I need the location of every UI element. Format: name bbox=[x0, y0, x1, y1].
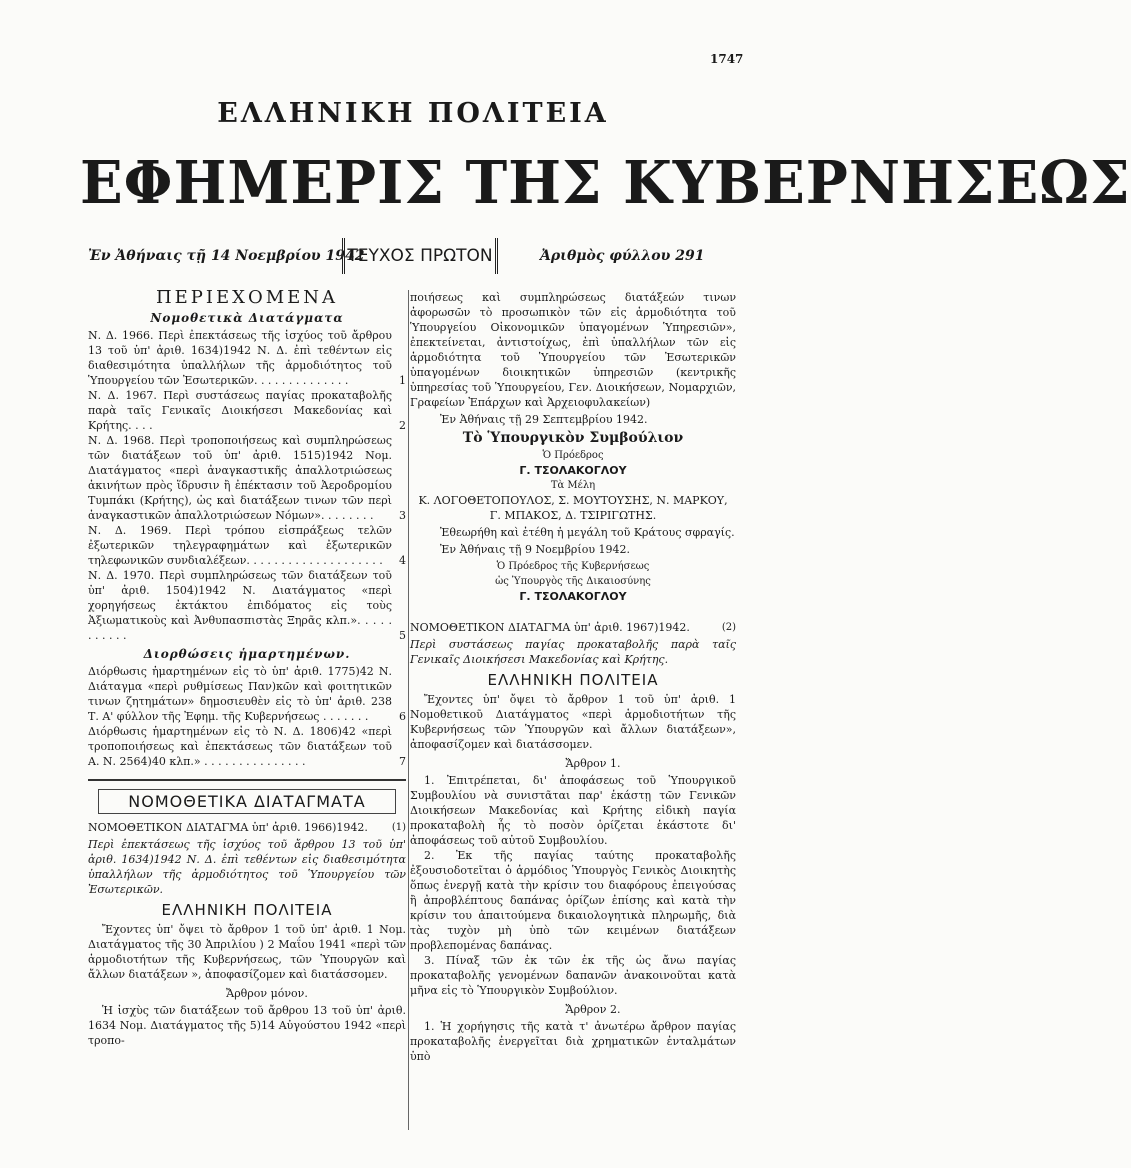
toc-entry bbox=[88, 724, 406, 769]
toc-entry-text: Διόρθωσις ἡμαρτημένων εἰς τὸ ὑπ' ἀριθ. 1775)42 Ν. Διάταγμα «περὶ ρυθμίσεως Παν)κῶν καὶ φοιτητικῶν τινων ζητημάτων» δημοσιευθὲν εἰς τὸ ὑπ' ἀριθ. 238 Τ. Α' φύλλον τῆς Ἐφημ. τῆς Κυβερνήσεως . . . . . . . bbox=[88, 665, 392, 723]
article-paragraph: 3. Πίναξ τῶν ἐκ τῶν ἐκ τῆς ὡς ἄνω παγίας προκαταβολῆς γενομένων δαπανῶν ἀνακοινοῦται κατὰ μῆνα εἰς τὸ Ὑπουργικὸν Συμβούλιον. bbox=[410, 954, 736, 997]
decree-heading bbox=[88, 820, 406, 835]
toc-entry bbox=[88, 568, 406, 643]
decree-title: ΝΟΜΟΘΕΤΙΚΟΝ ΔΙΑΤΑΓΜΑ ὑπ' ἀριθ. 1967)1942. bbox=[410, 621, 690, 634]
justice-label: Ὁ Πρόεδρος τῆς Κυβερνήσεως bbox=[496, 561, 650, 572]
decree-subject: Περὶ συστάσεως παγίας προκαταβολῆς παρὰ ταῖς Γενικαῖς Διοικήσεσι Μακεδονίας καὶ Κρήτης. bbox=[410, 638, 736, 666]
president-label: Ὁ Πρόεδρος bbox=[542, 450, 604, 461]
decree-date: Ἐν Ἀθήναις τῇ 9 Νοεμβρίου 1942. bbox=[440, 543, 631, 556]
decree-date: Ἐν Ἀθήναις τῇ 29 Σεπτεμβρίου 1942. bbox=[440, 413, 648, 426]
toc-section-corrections: Διορθώσεις ἡμαρτημένων. bbox=[143, 647, 351, 661]
article-paragraph: 2. Ἐκ τῆς παγίας ταύτης προκαταβολῆς ἐξουσιοδοτεῖται ὁ ἁρμόδιος Ὑπουργὸς Γενικὸς Διοικητὴς ὅπως ἐνεργῇ κατὰ τὴν κρίσιν του διαφόρους ἐπειγούσας ἢ ἀπροβλέπτους δαπάνας ὁρίζων ἐπίσης καὶ κατὰ τὴν κρίσιν του ἀπαιτούμενα δικαιολογητικὰ πληρωμῆς, διὰ τὰς τυχὸν μὴ ὑπὸ τῶν κειμένων διατάξεων προβλεπομένας δαπάνας. bbox=[410, 849, 736, 952]
toc-entry-page: 7 bbox=[399, 755, 406, 768]
right-column bbox=[410, 290, 736, 1064]
article-heading: Ἄρθρον 1. bbox=[565, 757, 621, 770]
toc-entry-page: 5 bbox=[399, 629, 406, 642]
president-name: Γ. ΤΣΟΛΑΚΟΓΛΟΥ bbox=[519, 464, 627, 477]
sheet-number: Ἀριθμὸς φύλλου 291 bbox=[540, 248, 705, 264]
article-paragraph: 1. Ἡ χορήγησις τῆς κατὰ τ' ἀνωτέρω ἄρθρον παγίας προκαταβολῆς ἐνεργεῖται διὰ χρηματικῶν ἐνταλμάτων ὑπὸ bbox=[410, 1020, 736, 1063]
justice-name: Γ. ΤΣΟΛΑΚΟΓΛΟΥ bbox=[519, 590, 627, 603]
toc-entry-text: Ν. Δ. 1966. Περὶ ἐπεκτάσεως τῆς ἰσχύος τοῦ ἄρθρου 13 τοῦ ὑπ' ἀριθ. 1634)1942 Ν. Δ. ἐπὶ τεθέντων εἰς διαθεσιμότητα ὑπαλλήλων τῆς ἁρμοδιότητος τοῦ Ὑπουργείου τῶν Ἐσωτερικῶν. . . . . . . . . . . . . . bbox=[88, 329, 392, 387]
gazette-title: ΕΦΗΜΕΡΙΣ ΤΗΣ ΚΥΒΕΡΝΗΣΕΩΣ bbox=[80, 148, 1131, 218]
toc-entry-text: Ν. Δ. 1967. Περὶ συστάσεως παγίας προκαταβολῆς παρὰ ταῖς Γενικαῖς Διοικήσεσι Μακεδονίας καὶ Κρήτης. . . . bbox=[88, 389, 392, 432]
decree-number: (2) bbox=[721, 622, 736, 633]
column-rule bbox=[408, 290, 409, 1130]
issue-series: ΤΕΥΧΟΣ ΠΡΩΤΟΝ bbox=[342, 238, 498, 274]
page-number: 1747 bbox=[710, 52, 744, 66]
issue-date: Ἐν Ἀθήναις τῇ 14 Νοεμβρίου 1942 bbox=[88, 248, 365, 264]
toc-entry-text: Ν. Δ. 1968. Περὶ τροποποιήσεως καὶ συμπληρώσεως τῶν διατάξεων τοῦ ὑπ' ἀριθ. 1515)1942 Νομ. Διατάγματος «περὶ ἀναγκαστικῆς ἀπαλλοτριώσεως ἀκινήτων πρὸς ἵδρυσιν ἢ ἐπέκτασιν τοῦ Ἀεροδρομίου Τυμπάκι (Κρήτης), ὡς καὶ διατάξεων τινων τῶν περὶ ἀναγκαστικῶν ἀπαλλοτριώσεων Νόμων». . . . . . . . bbox=[88, 434, 392, 522]
decree-state-title: ΕΛΛΗΝΙΚΗ ΠΟΛΙΤΕΙΑ bbox=[161, 901, 333, 919]
article-paragraph: 1. Ἐπιτρέπεται, δι' ἀποφάσεως τοῦ Ὑπουργικοῦ Συμβουλίου νὰ συνιστᾶται παρ' ἑκάστῃ τῶν Γενικῶν Διοικήσεων Μακεδονίας καὶ Κρήτης εἰδικὴ παγία προκαταβολὴ ἧς τὸ ποσὸν ὁρίζεται ἑκάστοτε δι' ἀποφάσεως τοῦ αὐτοῦ Συμβουλίου. bbox=[410, 774, 736, 847]
article-heading: Ἄρθρον 2. bbox=[565, 1003, 621, 1016]
decrees-box-title: ΝΟΜΟΘΕΤΙΚΑ ΔΙΑΤΑΓΜΑΤΑ bbox=[98, 789, 396, 814]
members-line: Κ. ΛΟΓΟΘΕΤΟΠΟΥΛΟΣ, Σ. ΜΟΥΤΟΥΣΗΣ, Ν. ΜΑΡΚΟΥ, bbox=[418, 494, 728, 507]
toc-entry-text: Διόρθωσις ἡμαρτημένων εἰς τὸ Ν. Δ. 1806)42 «περὶ τροποποιήσεως καὶ ἐπεκτάσεως τῶν διατάξεων τοῦ Α. Ν. 2564)40 κλπ.» . . . . . . . . . . . . . . . bbox=[88, 725, 392, 768]
dateline bbox=[0, 246, 826, 274]
decree-subject: Περὶ ἐπεκτάσεως τῆς ἰσχύος τοῦ ἄρθρου 13 τοῦ ὑπ' ἀριθ. 1634)1942 Ν. Δ. ἐπὶ τεθέντων εἰς διαθεσιμότητα ὑπαλλήλων τῆς ἁρμοδιότητος τοῦ Ὑπουργείου τῶν Ἐσωτερικῶν. bbox=[88, 838, 406, 896]
toc-entry-text: Ν. Δ. 1969. Περὶ τρόπου εἰσπράξεως τελῶν ἐξωτερικῶν τηλεγραφημάτων καὶ ἐξωτερικῶν τηλεφωνικῶν συνδιαλέξεων. . . . . . . . . . . . . . . . . . . . bbox=[88, 524, 392, 567]
decree-heading bbox=[410, 620, 736, 635]
section-divider bbox=[88, 779, 406, 781]
members-label: Τὰ Μέλη bbox=[550, 480, 596, 491]
left-column bbox=[88, 287, 406, 1048]
toc-entry-page: 3 bbox=[399, 509, 406, 522]
decree-number: (1) bbox=[391, 822, 406, 833]
toc-entry bbox=[88, 433, 406, 523]
toc-entry bbox=[88, 388, 406, 433]
article-heading: Ἄρθρον μόνον. bbox=[226, 987, 308, 1000]
toc-entry-page: 1 bbox=[399, 374, 406, 387]
decree-preamble: Ἔχοντες ὑπ' ὄψει τὸ ἄρθρον 1 τοῦ ὑπ' ἀριθ. 1 Νομοθετικοῦ Διατάγματος «περὶ ἁρμοδιοτήτων τῆς Κυβερνήσεως τῶν Ὑπουργῶν καὶ ἄλλων διατάξεων», ἀποφασίζομεν καὶ διατάσσομεν. bbox=[410, 693, 736, 751]
decree-preamble: Ἔχοντες ὑπ' ὄψει τὸ ἄρθρον 1 τοῦ ὑπ' ἀριθ. 1 Νομ. Διατάγματος τῆς 30 Ἀπριλίου ) 2 Μαΐου 1941 «περὶ τῶν ἁρμοδιοτήτων τῆς Κυβερνήσεως, τῶν Ὑπουργῶν καὶ ἄλλων διατάξεων », ἀποφασίζομεν καὶ διατάσσομεν. bbox=[88, 923, 406, 981]
members-line: Γ. ΜΠΑΚΟΣ, Δ. ΤΣΙΡΙΓΩΤΗΣ. bbox=[489, 509, 657, 522]
toc-entry-page: 6 bbox=[399, 710, 406, 723]
toc-entry bbox=[88, 664, 406, 724]
toc-entry bbox=[88, 328, 406, 388]
toc-entry-page: 2 bbox=[399, 419, 406, 432]
continuation-text: ποιήσεως καὶ συμπληρώσεως διατάξεών τινων ἀφορωσῶν τὸ προσωπικὸν τῶν εἰς ἁρμοδιότητα τοῦ Ὑπουργείου Οἰκονομικῶν ὑπαγομένων Ὑπηρεσιῶν», ἐπεκτείνεται, ἀντιστοίχως, ἐπὶ ὑπαλλήλων τῶν εἰς ἁρμοδιότητα τοῦ Ὑπουργείου τῶν Ἐσωτερικῶν ὑπαγομένων διοικητικῶν ὑπηρεσιῶν (κεντρικῆς ὑπηρεσίας τοῦ Ὑπουργείου, Γεν. Διοικήσεων, Νομαρχιῶν, Γραφείων Ἐπάρχων καὶ Ἀρχειοφυλακείων) bbox=[410, 291, 736, 409]
toc-entry bbox=[88, 523, 406, 568]
toc-title: ΠΕΡΙΕΧΟΜΕΝΑ bbox=[155, 287, 339, 308]
toc-entry-text: Ν. Δ. 1970. Περὶ συμπληρώσεως τῶν διατάξεων τοῦ ὑπ' ἀριθ. 1504)1942 Ν. Διατάγματος «περὶ χορηγήσεως ἐκτάκτου ἐπιδόματος εἰς τοὺς Ἀξιωματικοὺς καὶ Ἀνθυπασπιστὰς Ξηρᾶς κλπ.». . . . . . . . . . . bbox=[88, 569, 392, 642]
decree-state-title: ΕΛΛΗΝΙΚΗ ΠΟΛΙΤΕΙΑ bbox=[487, 671, 659, 689]
article-text: Ἡ ἰσχὺς τῶν διατάξεων τοῦ ἄρθρου 13 τοῦ ὑπ' ἀριθ. 1634 Νομ. Διατάγματος τῆς 5)14 Αὐγούστου 1942 «περὶ τροπο- bbox=[88, 1004, 406, 1047]
toc-section-decrees: Νομοθετικὰ Διατάγματα bbox=[150, 311, 344, 325]
toc-entry-page: 4 bbox=[399, 554, 406, 567]
state-title: ΕΛΛΗΝΙΚΗ ΠΟΛΙΤΕΙΑ bbox=[217, 98, 609, 129]
justice-label: ὡς Ὑπουργὸς τῆς Δικαιοσύνης bbox=[495, 576, 651, 587]
seal-line: Ἐθεωρήθη καὶ ἐτέθη ἡ μεγάλη τοῦ Κράτους σφραγίς. bbox=[440, 526, 735, 539]
decree-title: ΝΟΜΟΘΕΤΙΚΟΝ ΔΙΑΤΑΓΜΑ ὑπ' ἀριθ. 1966)1942. bbox=[88, 821, 368, 834]
council-title: Τὸ Ὑπουργικὸν Συμβούλιον bbox=[462, 430, 684, 446]
